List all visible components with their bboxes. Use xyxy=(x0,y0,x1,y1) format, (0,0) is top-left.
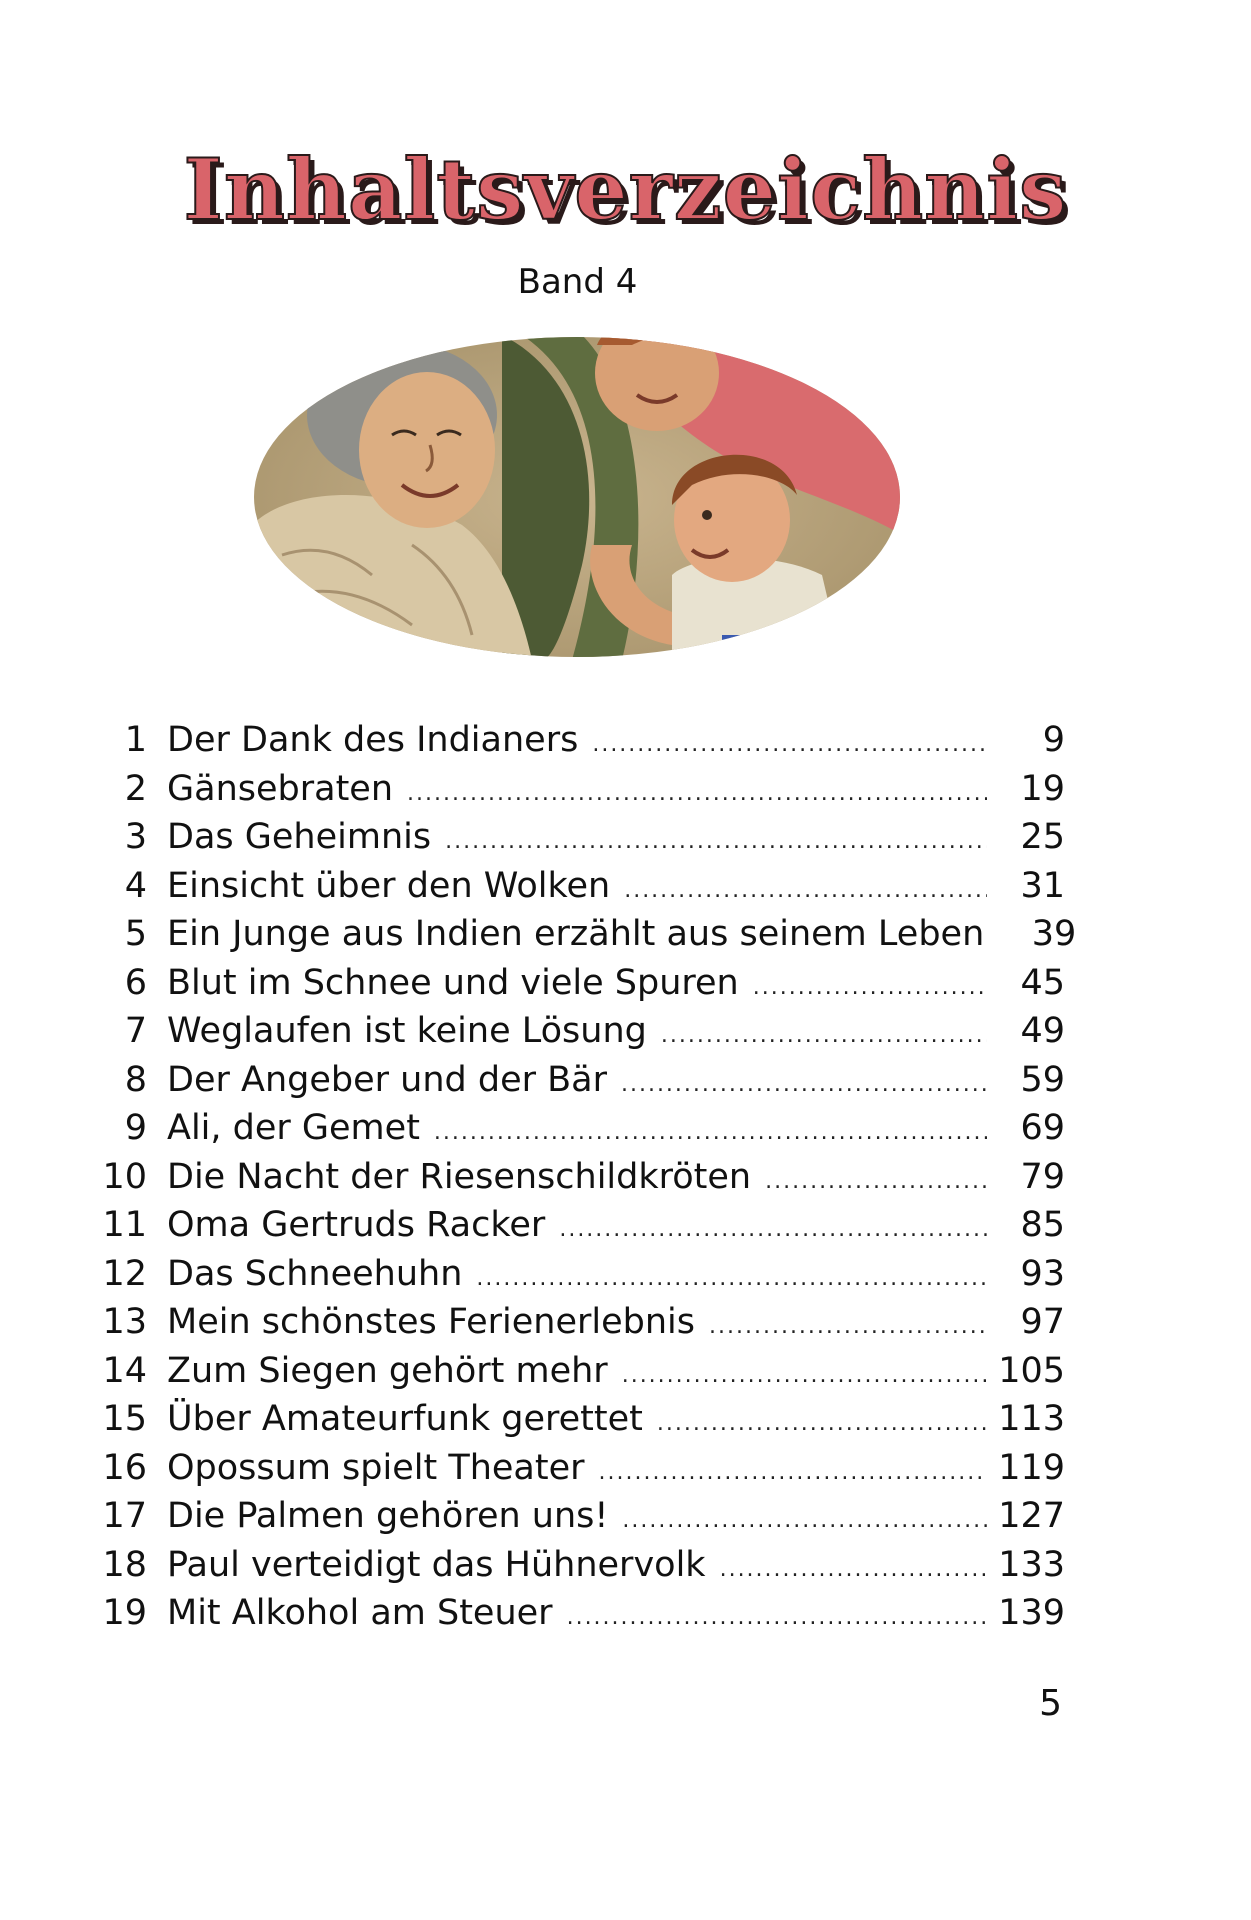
toc-page: 19 xyxy=(1020,768,1065,809)
toc-page: 59 xyxy=(1020,1059,1065,1100)
toc-number: 3 xyxy=(124,817,147,857)
toc-leader-dots xyxy=(753,975,987,1000)
toc-page: 25 xyxy=(1020,817,1065,857)
toc-number: 6 xyxy=(124,962,147,1003)
toc-row xyxy=(95,914,1077,963)
toc-page: 127 xyxy=(998,1496,1065,1536)
toc-title: Zum Siegen gehört mehr xyxy=(167,1350,608,1391)
toc-leader-dots xyxy=(445,829,987,854)
toc-title: Blut im Schnee und viele Spuren xyxy=(167,962,739,1003)
toc-leader-dots xyxy=(661,1023,987,1048)
toc-row xyxy=(95,769,1065,818)
boy-eye xyxy=(702,510,712,520)
toc-leader-dots xyxy=(559,1217,987,1242)
toc-row xyxy=(95,963,1065,1012)
toc-leader-dots xyxy=(765,1169,987,1194)
toc-title: Mein schönstes Ferienerlebnis xyxy=(167,1302,695,1342)
toc-row xyxy=(95,1351,1065,1400)
toc-title: Paul verteidigt das Hühnervolk xyxy=(167,1544,706,1585)
toc-row xyxy=(95,1399,1065,1448)
toc-number: 8 xyxy=(124,1059,147,1100)
toc-row xyxy=(95,720,1065,769)
toc-number: 5 xyxy=(124,914,147,954)
toc-leader-dots xyxy=(709,1314,987,1339)
toc-leader-dots xyxy=(624,878,987,903)
toc-number: 16 xyxy=(102,1447,147,1488)
table-of-contents xyxy=(95,720,1077,1642)
toc-title: Ein Junge aus Indien erzählt aus seinem Leben xyxy=(167,914,985,954)
toc-leader-dots xyxy=(407,781,987,806)
toc-number: 9 xyxy=(124,1108,147,1148)
toc-page: 85 xyxy=(1020,1205,1065,1245)
toc-number: 12 xyxy=(102,1253,147,1294)
toc-row xyxy=(95,1108,1065,1157)
toc-leader-dots xyxy=(622,1363,987,1388)
toc-leader-dots xyxy=(622,1508,987,1533)
toc-title: Einsicht über den Wolken xyxy=(167,865,611,906)
toc-row xyxy=(95,1593,1065,1642)
toc-row xyxy=(95,1157,1065,1206)
toc-leader-dots xyxy=(434,1120,987,1145)
toc-leader-dots xyxy=(599,1460,987,1485)
toc-title: Ali, der Gemet xyxy=(167,1108,420,1148)
toc-title: Die Nacht der Riesenschildkröten xyxy=(167,1156,752,1197)
toc-number: 2 xyxy=(124,768,147,809)
toc-title: Oma Gertruds Racker xyxy=(167,1205,546,1245)
toc-number: 4 xyxy=(124,865,147,906)
toc-row xyxy=(95,1302,1065,1351)
oval-illustration-icon xyxy=(252,335,902,660)
toc-number: 1 xyxy=(124,720,147,760)
toc-row xyxy=(95,1205,1065,1254)
toc-number: 14 xyxy=(102,1350,147,1391)
toc-title: Gänsebraten xyxy=(167,768,394,809)
toc-page: 97 xyxy=(1020,1302,1065,1342)
toc-page: 119 xyxy=(998,1447,1065,1488)
page-subtitle: Band 4 xyxy=(517,262,638,302)
toc-row xyxy=(95,1545,1065,1594)
toc-page: 9 xyxy=(1042,720,1065,760)
toc-number: 17 xyxy=(102,1496,147,1536)
toc-page: 69 xyxy=(1020,1108,1065,1148)
toc-page: 93 xyxy=(1020,1253,1065,1294)
toc-number: 18 xyxy=(102,1544,147,1585)
toc-number: 11 xyxy=(102,1205,147,1245)
toc-row xyxy=(95,866,1065,915)
page-number: 5 xyxy=(1039,1683,1062,1724)
toc-page: 49 xyxy=(1020,1011,1065,1051)
toc-page: 79 xyxy=(1020,1156,1065,1197)
toc-row xyxy=(95,1011,1065,1060)
toc-page: 31 xyxy=(1020,865,1065,906)
toc-leader-dots xyxy=(592,732,987,757)
toc-number: 13 xyxy=(102,1302,147,1342)
page-title: Inhaltsverzeichnis xyxy=(183,140,1068,239)
toc-page: 105 xyxy=(998,1350,1065,1391)
toc-page: 139 xyxy=(998,1593,1065,1633)
toc-row xyxy=(95,1060,1065,1109)
toc-title: Die Palmen gehören uns! xyxy=(167,1496,609,1536)
toc-page: 133 xyxy=(998,1544,1065,1585)
toc-page: 45 xyxy=(1020,962,1065,1003)
toc-title: Der Angeber und der Bär xyxy=(167,1059,607,1100)
toc-leader-dots xyxy=(657,1411,987,1436)
boy-collar xyxy=(722,635,752,660)
toc-number: 7 xyxy=(124,1011,147,1051)
toc-number: 15 xyxy=(102,1399,147,1439)
toc-page: 39 xyxy=(1031,914,1077,954)
toc-leader-dots xyxy=(621,1072,987,1097)
toc-title: Über Amateurfunk gerettet xyxy=(167,1399,643,1439)
toc-title: Opossum spielt Theater xyxy=(167,1447,585,1488)
toc-row xyxy=(95,1496,1065,1545)
toc-number: 10 xyxy=(102,1156,147,1197)
toc-leader-dots xyxy=(720,1557,987,1582)
toc-row xyxy=(95,1448,1065,1497)
toc-number: 19 xyxy=(102,1593,147,1633)
toc-row xyxy=(95,1254,1065,1303)
toc-row xyxy=(95,817,1065,866)
toc-title: Weglaufen ist keine Lösung xyxy=(167,1011,647,1051)
toc-leader-dots xyxy=(567,1605,987,1630)
grandmother-face xyxy=(359,372,495,528)
toc-leader-dots xyxy=(476,1266,987,1291)
toc-title: Das Geheimnis xyxy=(167,817,432,857)
toc-title: Das Schneehuhn xyxy=(167,1253,463,1294)
toc-title: Der Dank des Indianers xyxy=(167,720,579,760)
toc-title: Mit Alkohol am Steuer xyxy=(167,1593,553,1633)
toc-page: 113 xyxy=(998,1399,1065,1439)
